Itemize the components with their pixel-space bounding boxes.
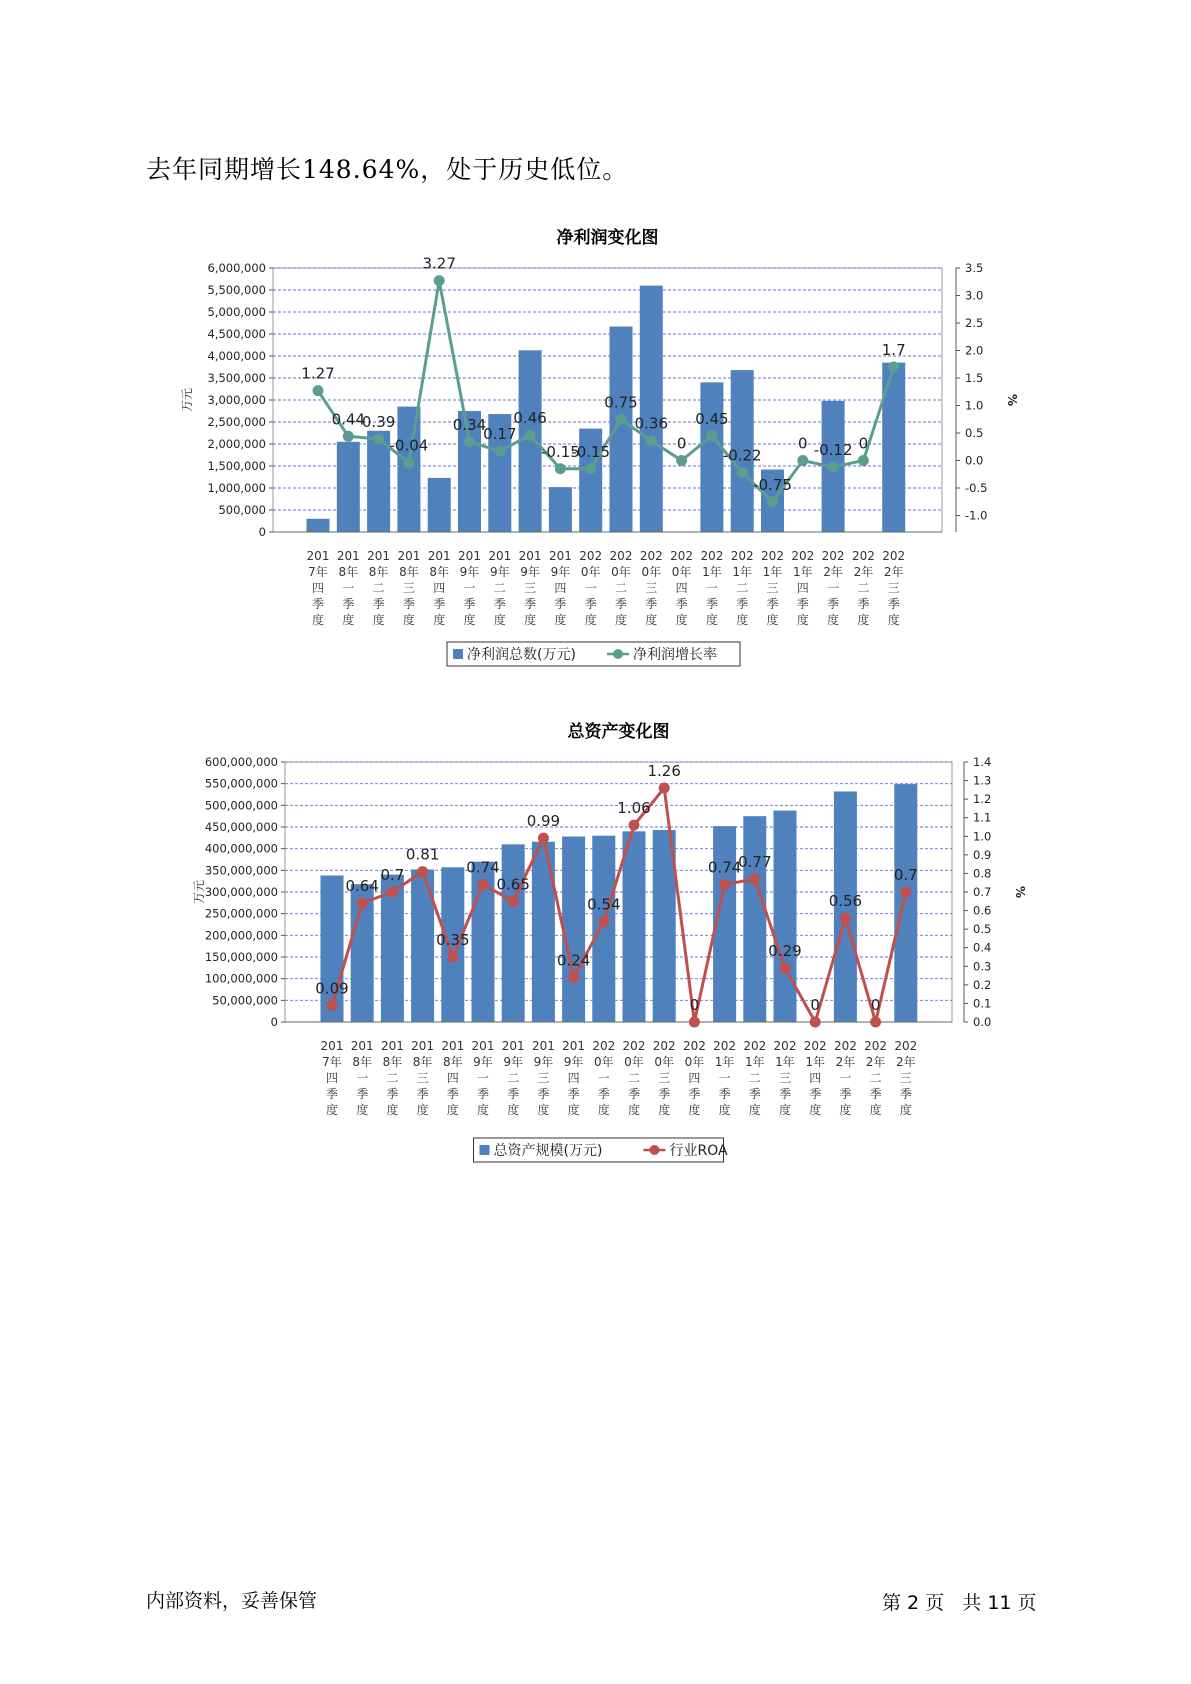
y2-tick-label: 3.0 (965, 288, 984, 303)
data-label: -0.12 (813, 441, 853, 460)
data-label: 0 (689, 996, 700, 1014)
x-tick-label: 202 0年三季度 (639, 549, 663, 627)
y2-tick-label: -1.0 (965, 508, 988, 523)
y-tick-label: 450,000,000 (204, 820, 278, 834)
line-point (749, 874, 760, 885)
line-point (387, 887, 398, 898)
y2-axis-title: % (1005, 393, 1019, 407)
x-tick-label: 201 9年三季度 (518, 549, 542, 627)
line-point (357, 898, 368, 909)
y-tick-label: 4,500,000 (207, 327, 266, 341)
data-label: 0.24 (556, 951, 591, 970)
bar (610, 327, 633, 532)
line-point (689, 1017, 700, 1028)
y2-tick-label: 1.4 (973, 755, 992, 769)
y2-tick-label: 1.3 (973, 773, 992, 788)
bar (592, 836, 615, 1022)
bar (549, 487, 572, 532)
chart-title: 总资产变化图 (567, 722, 670, 742)
y2-tick-label: 0.7 (973, 885, 992, 899)
bar (519, 350, 542, 532)
chart-title: 净利润变化图 (556, 228, 659, 248)
net-profit-chart (0, 215, 1191, 685)
x-tick-label: 202 2年二季度 (851, 549, 875, 627)
legend-line-label: 行业ROA (669, 1143, 728, 1159)
line-point (706, 430, 717, 441)
line-point (870, 1017, 881, 1028)
y-tick-label: 3,000,000 (207, 393, 266, 407)
y2-axis-title: % (1013, 885, 1027, 899)
y2-tick-label: 1.2 (973, 792, 992, 807)
y-tick-label: 550,000,000 (204, 776, 278, 791)
y2-tick-label: 1.0 (965, 398, 984, 413)
legend-bar-swatch (480, 1145, 490, 1155)
legend-line-label: 净利润增长率 (633, 647, 717, 663)
y-tick-label: 0 (270, 1015, 278, 1029)
x-tick-label: 202 0年一季度 (579, 549, 603, 627)
y2-tick-label: -0.5 (965, 481, 988, 495)
y2-tick-label: 0.6 (973, 903, 992, 918)
data-label: 0 (858, 434, 869, 453)
y2-tick-label: 1.0 (973, 829, 992, 844)
y-tick-label: 50,000,000 (212, 993, 278, 1008)
x-tick-label: 202 0年四季度 (670, 549, 694, 627)
y-tick-label: 200,000,000 (204, 928, 278, 943)
line-point (719, 879, 730, 890)
bar (397, 407, 420, 532)
data-label: 0 (798, 434, 808, 453)
y2-tick-label: 2.5 (965, 316, 984, 330)
x-tick-label: 202 1年一季度 (713, 1039, 737, 1117)
y-tick-label: 300,000,000 (204, 885, 278, 899)
data-label: 0.75 (604, 393, 638, 412)
data-label: 0.64 (345, 877, 379, 896)
x-tick-label: 201 7年四季度 (320, 1039, 344, 1117)
bar (562, 837, 585, 1022)
data-label: 0.35 (436, 931, 470, 949)
x-tick-label: 202 0年一季度 (592, 1039, 616, 1117)
line-point (646, 435, 657, 446)
bar (640, 286, 663, 532)
data-label: 0.74 (466, 858, 500, 877)
y-tick-label: 400,000,000 (204, 841, 278, 856)
data-label: 0.81 (405, 845, 440, 864)
line-point (598, 916, 609, 927)
y-tick-label: 350,000,000 (204, 863, 278, 878)
y-tick-label: 1,500,000 (207, 459, 266, 473)
data-label: 0 (676, 434, 687, 453)
y-tick-label: 500,000 (218, 503, 266, 517)
line-point (343, 431, 354, 442)
legend-bar-swatch (453, 649, 463, 659)
x-tick-label: 201 9年四季度 (548, 549, 572, 627)
data-label: 0.09 (315, 979, 349, 998)
line-point (434, 275, 445, 286)
total-assets-chart (0, 713, 1191, 1183)
x-tick-label: 201 9年一季度 (458, 549, 481, 627)
line-point (373, 434, 384, 445)
y-tick-label: 500,000,000 (204, 798, 278, 813)
line-point (810, 1017, 821, 1028)
y2-tick-label: 1.1 (973, 810, 992, 825)
legend-bar-label: 总资产规模(万元) (493, 1143, 603, 1159)
y-tick-label: 600,000,000 (204, 755, 278, 769)
y2-tick-label: 0.3 (973, 959, 992, 974)
bar (743, 816, 766, 1022)
x-tick-label: 201 8年四季度 (441, 1039, 465, 1117)
x-tick-label: 202 2年一季度 (833, 1039, 857, 1117)
data-label: 0.29 (768, 942, 802, 961)
y-tick-label: 2,500,000 (207, 415, 266, 429)
x-tick-label: 202 0年四季度 (682, 1039, 706, 1117)
data-label: 0.36 (634, 414, 669, 433)
y-tick-label: 100,000,000 (204, 971, 278, 986)
line-point (568, 972, 579, 983)
data-label: 0.46 (513, 409, 547, 428)
x-tick-label: 201 8年一季度 (350, 1039, 374, 1117)
line-point (555, 463, 566, 474)
x-tick-label: 202 0年二季度 (609, 549, 633, 627)
data-label: 0.7 (893, 866, 918, 884)
footer-confidential-note: 内部资料，妥善保管 (146, 1590, 318, 1612)
line-point (797, 455, 808, 466)
line-point (659, 783, 670, 794)
y2-tick-label: 0.5 (965, 426, 984, 440)
data-label: 0.74 (707, 858, 742, 877)
legend-line-marker (613, 649, 623, 659)
y-axis-title: 万元 (192, 879, 206, 905)
line-point (780, 963, 791, 974)
data-label: 0.44 (331, 410, 366, 429)
line-point (403, 457, 414, 468)
y-tick-label: 5,000,000 (207, 305, 266, 319)
line-point (737, 467, 748, 478)
line-point (327, 1000, 338, 1011)
data-label: -0.22 (722, 446, 762, 465)
data-label: 1.7 (881, 341, 906, 359)
data-label: -0.04 (389, 436, 429, 455)
bar (428, 478, 451, 532)
y2-tick-label: 0.4 (973, 940, 992, 955)
line-point (494, 446, 505, 457)
line-point (840, 913, 851, 924)
y-tick-label: 6,000,000 (207, 261, 266, 275)
x-tick-label: 201 8年一季度 (336, 549, 360, 627)
y-tick-label: 150,000,000 (204, 950, 278, 964)
x-tick-label: 201 9年三季度 (531, 1039, 555, 1117)
y-tick-label: 250,000,000 (204, 906, 278, 921)
x-tick-label: 202 0年二季度 (622, 1039, 646, 1117)
y-tick-label: 4,000,000 (207, 349, 266, 363)
bar (307, 519, 330, 532)
y2-tick-label: 2.0 (965, 343, 984, 358)
line-point (525, 430, 536, 441)
intro-paragraph: 去年同期增长148.64%，处于历史低位。 (146, 155, 629, 184)
line-point (478, 879, 489, 890)
x-tick-label: 201 7年四季度 (306, 549, 330, 627)
x-tick-label: 202 1年二季度 (743, 1039, 767, 1117)
legend-line-marker (650, 1145, 660, 1155)
x-tick-label: 202 2年三季度 (894, 1039, 918, 1117)
data-label: 0.34 (452, 415, 487, 434)
y-tick-label: 2,000,000 (207, 437, 266, 451)
y2-tick-label: 3.5 (965, 261, 984, 275)
data-label: 0 (810, 996, 820, 1014)
data-label: 0.56 (828, 892, 863, 910)
line-point (313, 385, 324, 396)
data-label: -0.75 (753, 475, 792, 494)
x-tick-label: 201 8年二季度 (380, 1039, 404, 1117)
y2-tick-label: 1.5 (965, 371, 984, 385)
data-label: 1.06 (617, 799, 651, 818)
x-tick-label: 202 2年二季度 (864, 1039, 888, 1117)
line-point (447, 952, 458, 963)
x-tick-label: 202 2年三季度 (882, 549, 906, 627)
y2-tick-label: 0.9 (973, 847, 992, 862)
line-point (828, 462, 839, 473)
x-tick-label: 201 9年一季度 (471, 1039, 495, 1117)
data-label: 0.45 (695, 409, 729, 428)
x-tick-label: 202 1年三季度 (773, 1039, 797, 1117)
x-tick-label: 201 9年二季度 (488, 549, 512, 627)
line-point (585, 463, 596, 474)
line-point (616, 414, 627, 425)
data-label: 0.77 (738, 853, 772, 871)
line-point (900, 887, 911, 898)
y-tick-label: 3,500,000 (207, 371, 266, 385)
data-label: 0.65 (496, 875, 530, 894)
line-point (538, 833, 549, 844)
y-tick-label: 1,000,000 (207, 481, 266, 495)
data-label: 0.39 (361, 413, 396, 432)
data-label: 0.54 (587, 895, 621, 914)
x-tick-label: 201 9年四季度 (562, 1039, 586, 1117)
x-tick-label: 201 8年四季度 (427, 549, 451, 627)
data-label: 0 (870, 996, 881, 1014)
data-label: 3.27 (422, 254, 456, 273)
y2-tick-label: 0.2 (973, 977, 992, 992)
line-point (888, 362, 899, 373)
data-label: 0.99 (526, 812, 561, 831)
y-tick-label: 0 (258, 525, 266, 539)
line-point (464, 436, 475, 447)
x-tick-label: 202 1年一季度 (700, 549, 724, 627)
y-tick-label: 5,500,000 (207, 283, 266, 297)
data-label: -0.15 (571, 442, 611, 461)
data-label: 1.26 (647, 762, 681, 780)
y2-tick-label: 0.5 (973, 922, 992, 937)
x-tick-label: 201 8年三季度 (411, 1039, 435, 1117)
y2-tick-label: 0.1 (973, 996, 992, 1011)
y2-tick-label: 0.0 (973, 1015, 992, 1029)
x-tick-label: 202 1年四季度 (791, 549, 815, 627)
x-tick-label: 201 9年二季度 (501, 1039, 525, 1117)
x-tick-label: 202 2年一季度 (821, 549, 845, 627)
data-label: 0.7 (380, 866, 405, 884)
line-point (508, 896, 519, 907)
bar (774, 811, 797, 1022)
x-tick-label: 202 1年二季度 (730, 549, 754, 627)
bar (502, 844, 525, 1022)
bar (623, 831, 646, 1022)
line-point (629, 820, 640, 831)
x-tick-label: 202 1年三季度 (761, 549, 784, 627)
y2-tick-label: 0.0 (965, 453, 984, 468)
y-axis-title: 万元 (180, 387, 194, 413)
line-point (417, 866, 428, 877)
x-tick-label: 201 8年二季度 (367, 549, 391, 627)
data-label: 0.17 (483, 425, 517, 444)
x-tick-label: 201 8年三季度 (397, 549, 421, 627)
line-point (767, 496, 778, 507)
footer-page-number: 第 2 页 共 11 页 (882, 1592, 1037, 1614)
data-label: -0.15 (540, 442, 580, 461)
bar (894, 784, 917, 1022)
x-tick-label: 202 1年四季度 (803, 1039, 827, 1117)
line-point (858, 455, 869, 466)
bar (337, 442, 360, 532)
legend-bar-label: 净利润总数(万元) (467, 647, 576, 663)
data-label: 1.27 (301, 364, 335, 383)
x-tick-label: 202 0年三季度 (652, 1039, 676, 1117)
bar (700, 382, 723, 532)
y2-tick-label: 0.8 (973, 866, 992, 881)
line-point (676, 455, 687, 466)
